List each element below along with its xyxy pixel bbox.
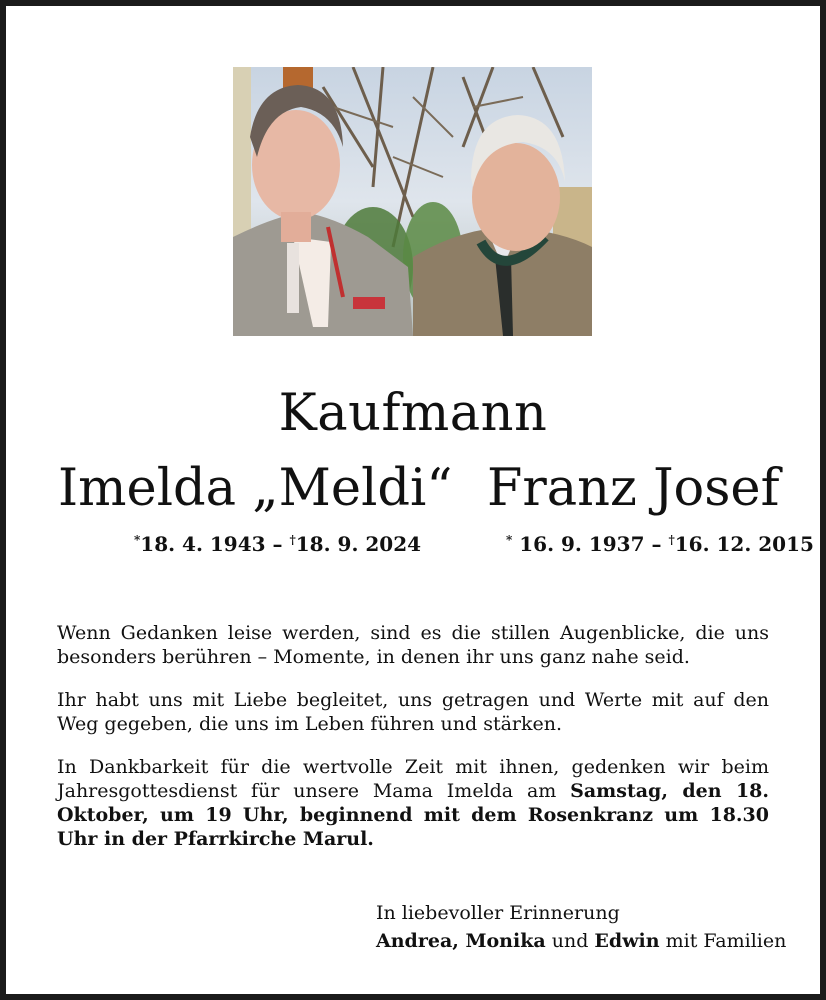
couple-portrait-photo <box>233 67 592 336</box>
person2-death: 16. 12. 2015 <box>674 532 814 556</box>
closing-signature <box>376 899 786 955</box>
birth-symbol: * <box>506 533 513 547</box>
family-suffix: mit Familien <box>659 930 787 952</box>
paragraph-1: Wenn Gedanken leise werden, sind es die stillen Augenblicke, die uns besonders berühren – Momente, in denen ihr uns ganz nahe seid. <box>57 622 769 668</box>
service-details: Samstag, den 18. Oktober, um 19 Uhr, beginnend mit dem Rosenkranz um 18.30 Uhr in der Pfarrkirche Marul. <box>57 780 770 850</box>
paragraph-3 <box>57 755 769 851</box>
person1-birth: 18. 4. 1943 – <box>140 532 283 556</box>
signatories <box>376 927 786 955</box>
memorial-text <box>57 621 769 870</box>
person1-dates <box>134 527 421 557</box>
paragraph-3-plain: In Dankbarkeit für die wertvolle Zeit mit ihnen, gedenken wir beim Jahresgottesdienst für unsere Mama Imelda am <box>57 756 769 802</box>
signatory-names-2: Edwin <box>594 930 660 952</box>
death-symbol: † <box>668 533 675 547</box>
birth-symbol: * <box>134 533 141 547</box>
person2-name: Franz Josef <box>487 459 780 518</box>
person2-dates <box>506 527 814 557</box>
signatory-names-1: Andrea, Monika <box>376 930 546 952</box>
person2-birth: 16. 9. 1937 – <box>519 532 662 556</box>
photo-illustration <box>233 67 592 336</box>
person1-name: Imelda „Meldi“ <box>58 459 453 518</box>
person1-death: 18. 9. 2024 <box>295 532 422 556</box>
surname: Kaufmann <box>278 384 548 443</box>
paragraph-2: Ihr habt uns mit Liebe begleitet, uns getragen und Werte mit auf den Weg gegeben, die uns im Leben führen und stärken. <box>57 689 769 735</box>
closing-line: In liebevoller Erinnerung <box>376 902 620 924</box>
connector: und <box>545 930 595 952</box>
death-symbol: † <box>289 533 296 547</box>
